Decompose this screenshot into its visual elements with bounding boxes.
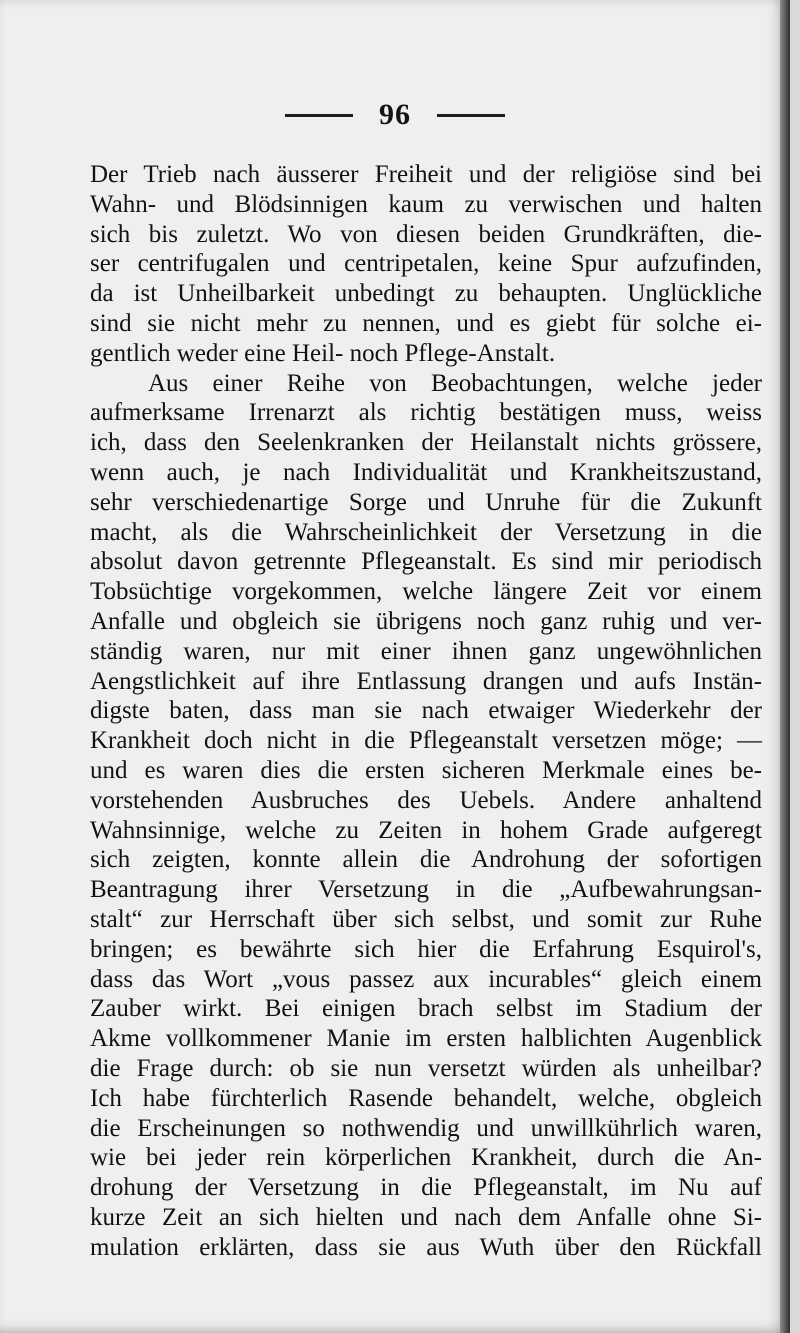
text-line: Der Trieb nach äusserer Freiheit und der religiöse sind bei bbox=[90, 161, 762, 188]
text-line: Beantragung ihrer Versetzung in die „Aufbewahrungsan- bbox=[90, 876, 762, 904]
text-line: Zauber wirkt. Bei einigen brach selbst im Stadium der bbox=[90, 995, 762, 1023]
page-binding-edge bbox=[780, 0, 790, 1333]
header-rule-right bbox=[437, 114, 505, 117]
text-line: ständig waren, nur mit einer ihnen ganz ungewöhnlichen bbox=[90, 637, 762, 665]
text-line: wie bei jeder rein körperlichen Krankheit, durch die An- bbox=[90, 1144, 762, 1172]
text-line: mulation erklärten, dass sie aus Wuth über den Rückfall bbox=[90, 1233, 762, 1261]
text-line: digste baten, dass man sie nach etwaiger Wiederkehr der bbox=[90, 697, 762, 725]
text-line: Tobsüchtige vorgekommen, welche längere Zeit vor einem bbox=[90, 578, 762, 606]
text-line: bringen; es bewährte sich hier die Erfahrung Esquirol's, bbox=[90, 935, 762, 963]
text-line: Anfalle und obgleich sie übrigens noch ganz ruhig und ver- bbox=[90, 607, 762, 635]
text-line: aufmerksame Irrenarzt als richtig bestätigen muss, weiss bbox=[90, 399, 762, 427]
text-line: Akme vollkommener Manie im ersten halblichten Augenblick bbox=[90, 1025, 762, 1053]
text-line: Wahn- und Blödsinnigen kaum zu verwischen und halten bbox=[90, 190, 762, 218]
text-line: dass das Wort „vous passez aux incurables“ gleich einem bbox=[90, 965, 762, 993]
text-line: kurze Zeit an sich hielten und nach dem Anfalle ohne Si- bbox=[90, 1203, 762, 1231]
text-line: stalt“ zur Herrschaft über sich selbst, und somit zur Ruhe bbox=[90, 905, 762, 933]
text-line: die Erscheinungen so nothwendig und unwillkührlich waren, bbox=[90, 1114, 762, 1142]
text-line: absolut davon getrennte Pflegeanstalt. Es sind mir periodisch bbox=[90, 548, 762, 576]
text-line: drohung der Versetzung in die Pflegeanstalt, im Nu auf bbox=[90, 1174, 762, 1202]
text-line: vorstehenden Ausbruches des Uebels. Andere anhaltend bbox=[90, 786, 762, 814]
text-line: Wahnsinnige, welche zu Zeiten in hohem Grade aufgeregt bbox=[90, 816, 762, 844]
paragraph-start-line: Aus einer Reihe von Beobachtungen, welche jeder bbox=[148, 369, 762, 397]
body-text bbox=[90, 160, 762, 1262]
text-line: macht, als die Wahrscheinlichkeit der Versetzung in die bbox=[90, 518, 762, 546]
text-line: und es waren dies die ersten sicheren Merkmale eines be- bbox=[90, 756, 762, 784]
text-line: ser centrifugalen und centripetalen, keine Spur aufzufinden, bbox=[90, 250, 762, 278]
header-rule-left bbox=[285, 114, 353, 117]
text-line: Aengstlichkeit auf ihre Entlassung drangen und aufs Instän- bbox=[90, 667, 762, 695]
text-line: Ich habe fürchterlich Rasende behandelt, welche, obgleich bbox=[90, 1084, 762, 1112]
text-line: sind sie nicht mehr zu nennen, und es giebt für solche ei- bbox=[90, 309, 762, 337]
text-line: sehr verschiedenartige Sorge und Unruhe für die Zukunft bbox=[90, 488, 762, 516]
text-line: sich bis zuletzt. Wo von diesen beiden Grundkräften, die- bbox=[90, 220, 762, 248]
page-number: 96 bbox=[379, 98, 411, 131]
text-line: die Frage durch: ob sie nun versetzt würden als unheilbar? bbox=[90, 1054, 762, 1082]
text-line: Krankheit doch nicht in die Pflegeanstalt versetzen möge; — bbox=[90, 727, 762, 755]
text-line: da ist Unheilbarkeit unbedingt zu behaupten. Unglückliche bbox=[90, 280, 762, 308]
text-line: ich, dass den Seelenkranken der Heilanstalt nichts grössere, bbox=[90, 429, 762, 457]
paragraph-end-line: gentlich weder eine Heil- noch Pflege-Anstalt. bbox=[90, 339, 556, 367]
text-line: wenn auch, je nach Individualität und Krankheitszustand, bbox=[90, 458, 762, 486]
page-header bbox=[0, 98, 790, 132]
text-line: sich zeigten, konnte allein die Androhung der sofortigen bbox=[90, 846, 762, 874]
